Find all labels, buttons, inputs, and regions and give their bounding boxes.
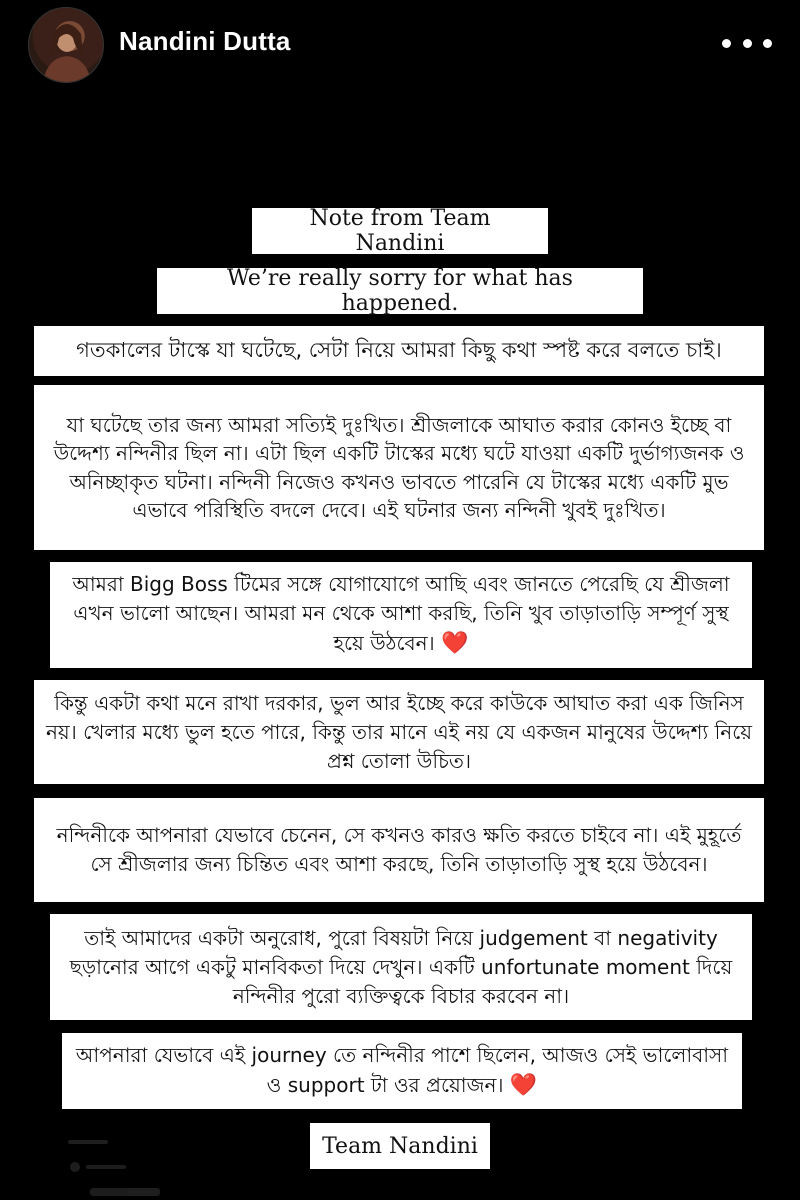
apology-text: We’re really sorry for what has happened. xyxy=(227,266,573,316)
username[interactable]: Nandini Dutta xyxy=(119,26,291,56)
signature-card xyxy=(310,1123,490,1169)
paragraph-block-2 xyxy=(60,570,742,660)
paragraph-card-5 xyxy=(50,914,752,1020)
paragraph-card-1 xyxy=(34,385,764,550)
intro-text: গতকালের টাস্কে যা ঘটেছে, সেটা নিয়ে আমরা কিছু কথা স্পষ্ট করে বলতে চাই। xyxy=(76,337,722,362)
more-dot xyxy=(722,39,731,48)
more-horizontal-icon[interactable] xyxy=(722,28,772,58)
note-title-text: Note from Team Nandini xyxy=(309,206,491,256)
note-title xyxy=(252,208,548,254)
paragraph-card-6 xyxy=(62,1033,742,1109)
paragraph-card-2 xyxy=(50,562,752,668)
heart-icon: ❤️ xyxy=(441,631,469,657)
signature-text: Team Nandini xyxy=(322,1133,478,1159)
paragraph-block-6 xyxy=(72,1041,732,1102)
post-header xyxy=(0,0,800,90)
more-dot xyxy=(743,39,752,48)
paragraph-text-5: তাই আমাদের একটা অনুরোধ, পুরো বিষয়টা নিয়ে judgement বা negativity ছড়ানোর আগে একটু মানবিকতা দিয়ে দেখুন। একটি unfortunate moment দিয়ে নন্দিনীর পুরো ব্যক্তিত্বকে বিচার করবেন না। xyxy=(69,925,733,1008)
more-dot xyxy=(763,39,772,48)
apology-card xyxy=(157,268,643,314)
paragraph-text-1: যা ঘটেছে তার জন্য আমরা সত্যিই দুঃখিত। শ্রীজলাকে আঘাত করার কোনও ইচ্ছে বা উদ্দেশ্য নন্দিনীর ছিল না। এটা ছিল একটি টাস্কের মধ্যে ঘটে যাওয়া একটি দুর্ভাগ্যজনক ও অনিচ্ছাকৃত ঘটনা। নন্দিনী নিজেও কখনও ভাবতে পারেনি যে টাস্কের মধ্যে একটি মুভ এভাবে পরিস্থিতি বদলে দেবে। এই ঘটনার জন্য নন্দিনী খুবই দুঃখিত। xyxy=(53,412,745,522)
paragraph-text-3: কিন্তু একটা কথা মনে রাখা দরকার, ভুল আর ইচ্ছে করে কাউকে আঘাত করা এক জিনিস নয়। খেলার মধ্যে ভুল হতে পারে, কিন্তু তার মানে এই নয় যে একজন মানুষের উদ্দেশ্য নিয়ে প্রশ্ন তোলা উচিত। xyxy=(45,690,753,773)
profile-photo xyxy=(29,8,103,82)
paragraph-text-2: আমরা Bigg Boss টিমের সঙ্গে যোগাযোগে আছি এবং জানতে পেরেছি যে শ্রীজলা এখন ভালো আছেন। আমরা মন থেকে আশা করছি, তিনি খুব তাড়াতাড়ি সম্পূর্ণ সুস্থ হয়ে উঠবেন। xyxy=(72,572,730,656)
paragraph-text-6: আপনারা যেভাবে এই journey তে নন্দিনীর পাশে ছিলেন, আজও সেই ভালোবাসা ও support টা ওর প্রয়োজন। xyxy=(75,1042,729,1097)
avatar[interactable] xyxy=(28,7,104,83)
intro-card xyxy=(34,326,764,376)
paragraph-text-4: নন্দিনীকে আপনারা যেভাবে চেনেন, সে কখনও কারও ক্ষতি করতে চাইবে না। এই মুহূর্তে সে শ্রীজলার জন্য চিন্তিত এবং আশা করছে, তিনি তাড়াতাড়ি সুস্থ হয়ে উঠবেন। xyxy=(56,823,742,876)
paragraph-card-3 xyxy=(34,680,764,784)
heart-icon: ❤️ xyxy=(509,1072,538,1098)
background-ghost-image xyxy=(60,1134,200,1200)
paragraph-card-4 xyxy=(34,798,764,902)
